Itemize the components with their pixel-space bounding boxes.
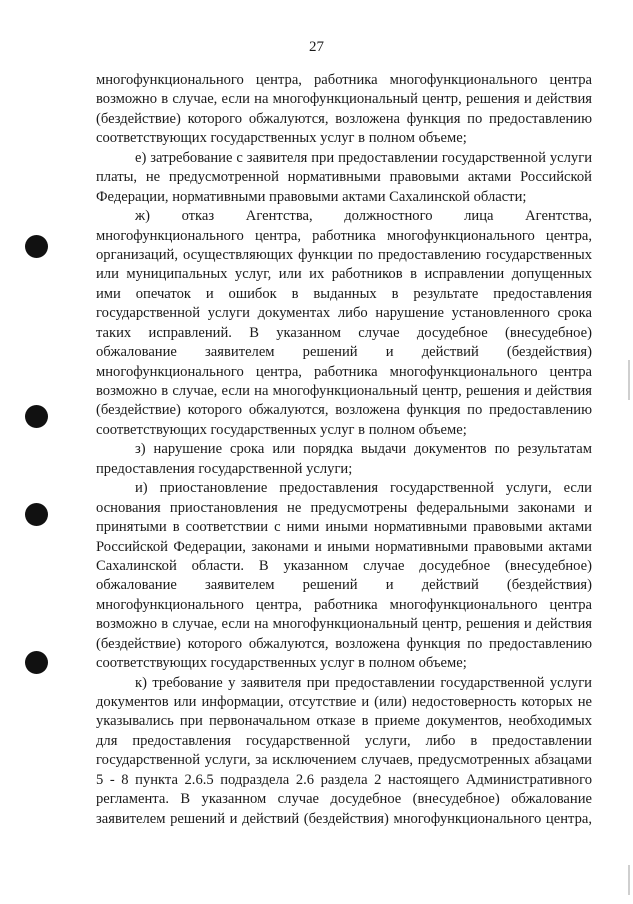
- text-line: соответствующих государственных услуг в полном объеме;: [96, 421, 467, 438]
- text-line: документов или информации, отсутствие и (или) недостоверность которых не: [96, 694, 592, 710]
- text-line: многофункционального центра, работника многофункционального центра: [96, 72, 592, 88]
- text-line: таких исправлений. В указанном случае досудебное (внесудебное): [96, 324, 592, 341]
- text-line: организаций, осуществляющих функции по предоставлению государственных: [96, 246, 592, 263]
- text-line: возможно в случае, если на многофункциональный центр, решения и действия: [96, 616, 592, 633]
- text-line: ж) отказ Агентства, должностного лица Агентства,: [135, 208, 592, 225]
- binder-hole-mark: [25, 503, 48, 526]
- text-line: обжалование заявителем решений и действий (бездействия): [96, 577, 592, 594]
- text-line: ими опечаток и ошибок в выданных в результате предоставления: [96, 285, 592, 302]
- text-line: обжалование заявителем решений и действий (бездействия): [96, 344, 592, 361]
- text-line: многофункционального центра, работника многофункционального центра: [96, 363, 592, 380]
- text-line: регламента. В указанном случае досудебное (внесудебное) обжалование: [96, 791, 592, 808]
- text-line: Российской Федерации, законами и иными нормативными правовыми актами: [96, 538, 592, 555]
- text-line: многофункционального центра, работника многофункционального центра: [96, 596, 592, 613]
- binder-hole-mark: [25, 651, 48, 674]
- text-line: государственной услуги, за исключением случаев, предусмотренных абзацами: [96, 752, 592, 769]
- text-line: соответствующих государственных услуг в полном объеме;: [96, 130, 467, 147]
- text-line: соответствующих государственных услуг в полном объеме;: [96, 655, 467, 672]
- text-line: (бездействие) которого обжалуются, возложена функция по предоставлению: [96, 110, 592, 127]
- text-line: 5 - 8 пункта 2.6.5 подраздела 2.6 раздела 2 настоящего Административного: [96, 771, 592, 788]
- scan-edge-mark: [628, 360, 630, 400]
- page-number: 27: [309, 39, 324, 55]
- text-line: к) требование у заявителя при предоставлении государственной услуги: [135, 674, 592, 691]
- text-line: Сахалинской области. В указанном случае досудебное (внесудебное): [96, 557, 592, 574]
- text-line: (бездействие) которого обжалуются, возложена функция по предоставлению: [96, 402, 592, 419]
- binder-hole-mark: [25, 405, 48, 428]
- text-line: предоставления государственной услуги;: [96, 460, 353, 477]
- text-line: многофункционального центра, работника многофункционального центра,: [96, 227, 592, 244]
- text-line: принятыми в соответствии с ними иными нормативными правовыми актами: [96, 519, 592, 536]
- document-body: [96, 71, 592, 829]
- text-line: государственной услуги документах либо нарушение установленного срока: [96, 305, 592, 322]
- text-line: указывались при первоначальном отказе в приеме документов, необходимых: [96, 713, 592, 730]
- text-line: и) приостановление предоставления государственной услуги, если: [135, 480, 592, 497]
- text-line: платы, не предусмотренной нормативными правовыми актами Российской: [96, 169, 592, 186]
- text-line: для предоставления государственной услуги, либо в предоставлении: [96, 732, 592, 749]
- binder-hole-mark: [25, 235, 48, 258]
- text-line: е) затребование с заявителя при предоставлении государственной услуги: [135, 149, 592, 166]
- text-line: заявителем решений и действий (бездействия) многофункционального центра,: [96, 810, 592, 827]
- scan-edge-mark: [628, 865, 630, 895]
- text-line: з) нарушение срока или порядка выдачи документов по результатам: [135, 441, 592, 458]
- text-line: основания приостановления не предусмотрены федеральными законами и: [96, 499, 592, 516]
- text-line: или муниципальных услуг, или их работников в исправлении допущенных: [96, 266, 592, 283]
- text-line: Федерации, нормативными правовыми актами Сахалинской области;: [96, 188, 527, 205]
- text-line: возможно в случае, если на многофункциональный центр, решения и действия: [96, 91, 592, 108]
- text-line: (бездействие) которого обжалуются, возложена функция по предоставлению: [96, 635, 592, 652]
- text-line: возможно в случае, если на многофункциональный центр, решения и действия: [96, 383, 592, 399]
